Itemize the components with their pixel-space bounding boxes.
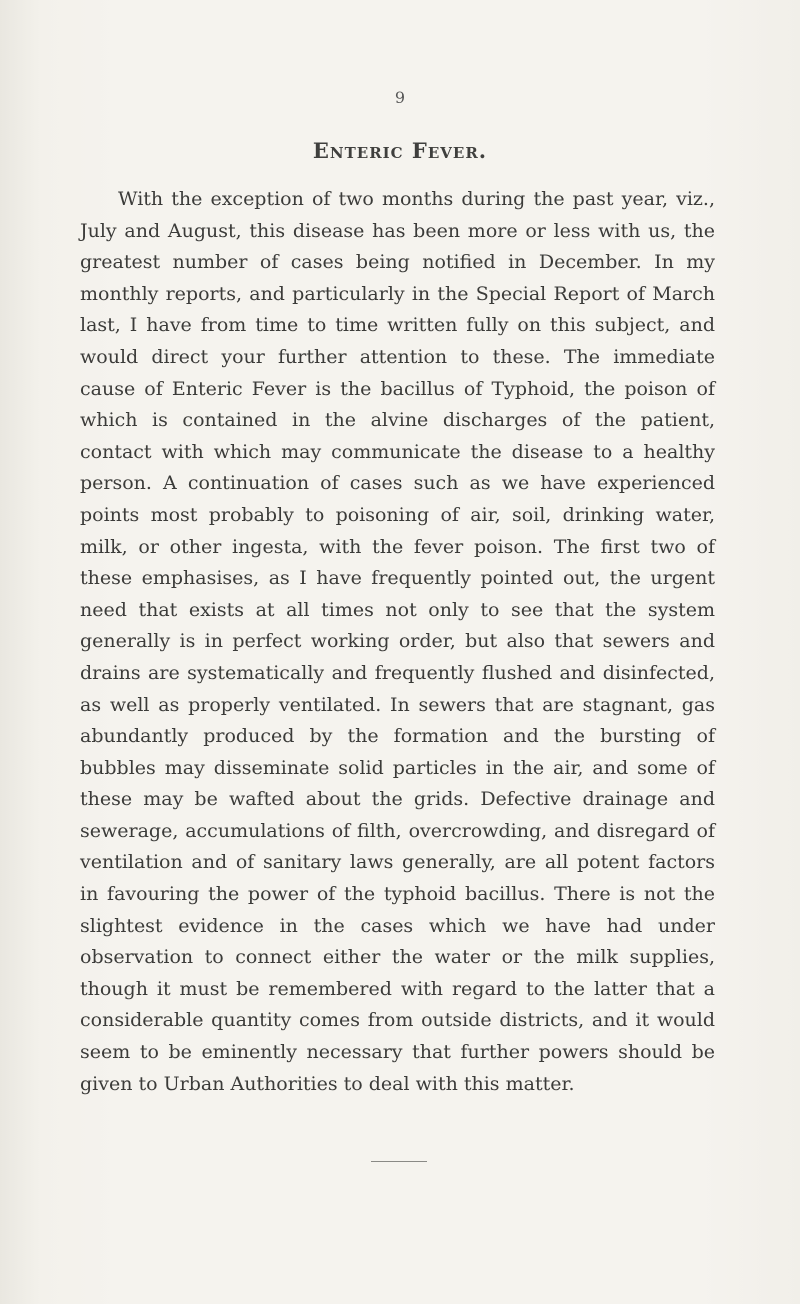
body-paragraph: With the exception of two months during the past year, viz., July and August, this disease has been more or less with us, the greatest number of cases being notified in December. In my monthly reports, and particularly in the Special Report of March last, I have from time to time written fully on this subject, and would direct your further attention to these. The immediate cause of Enteric Fever is the bacillus of Typhoid, the poison of which is contained in the alvine discharges of the patient, contact with which may communicate the disease to a healthy person. A continuation of cases such as we have experienced points most probably to poisoning of air, soil, drinking water, milk, or other ingesta, with the fever poison. The first two of these emphasises, as I have frequently pointed out, the urgent need that exists at all times not only to see that the system generally is in perfect working order, but also that sewers and drains are systematically and frequently flushed and disinfected, as well as properly ventilated. In sewers that are stagnant, gas abundantly produced by the formation and the bursting of bubbles may disseminate solid particles in the air, and some of these may be wafted about the grids. Defective drainage and sewerage, accumulations of filth, overcrowding, and disregard of ventilation and of sanitary laws generally, are all potent factors in favouring the power of the typhoid bacillus. There is not the slightest evidence in the cases which we have had under observation to connect either the water or the milk supplies, though it must be remembered with regard to the latter that a considerable quantity comes from outside districts, and it would seem to be eminently necessary that further powers should be given to Urban Authorities to deal with this matter.	[80, 188, 715, 1095]
page-number: 9	[394, 88, 406, 107]
end-rule	[371, 1161, 427, 1162]
section-heading: Enteric Fever.	[312, 138, 488, 163]
